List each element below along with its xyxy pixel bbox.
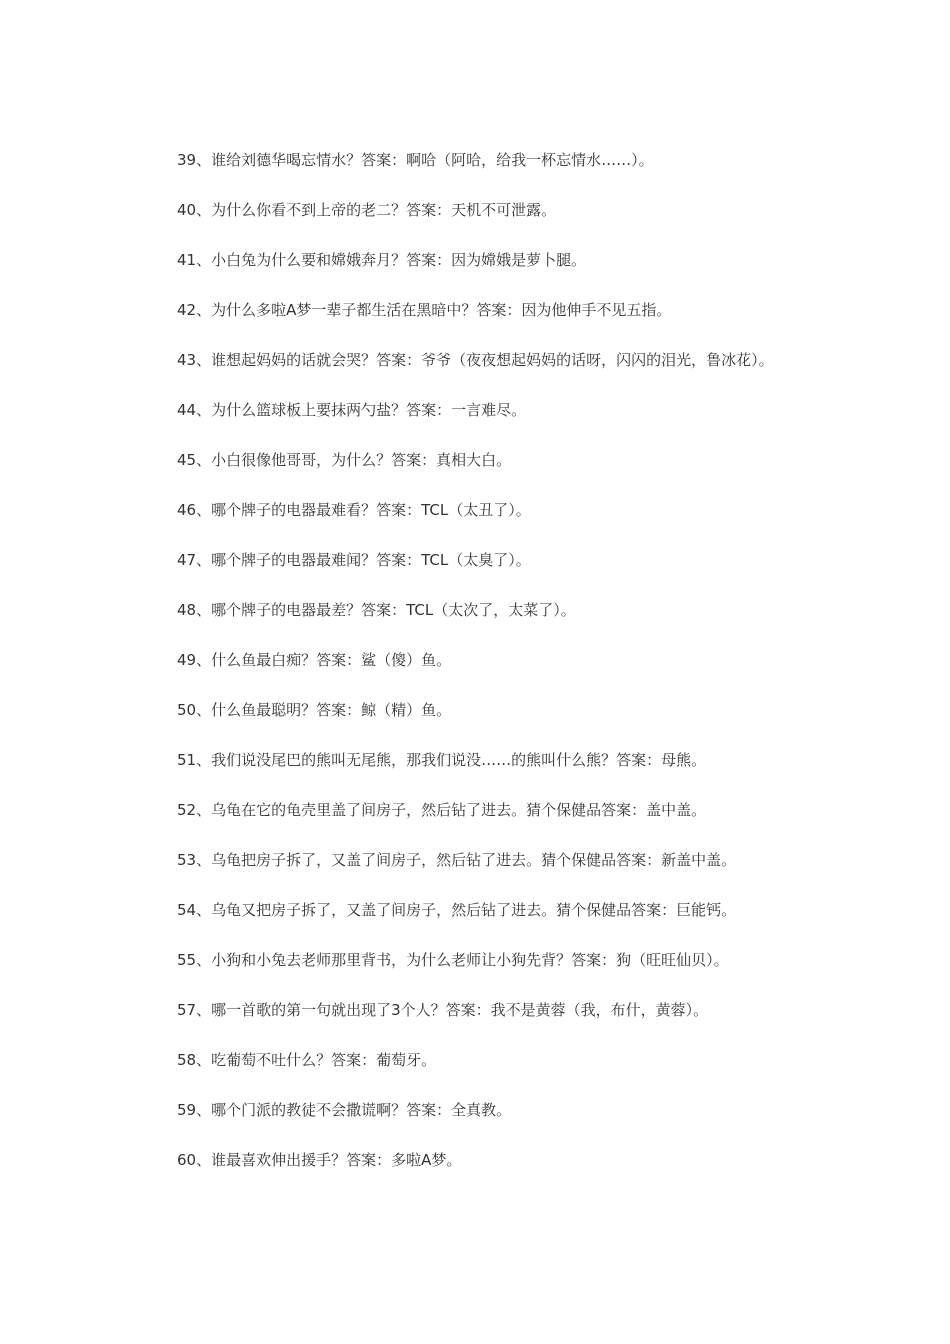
riddle-46: 46、哪个牌子的电器最难看？答案：TCL（太丑了）。	[177, 501, 531, 519]
riddle-45: 45、小白很像他哥哥，为什么？答案：真相大白。	[177, 451, 512, 469]
riddle-49: 49、什么鱼最白痴？答案：鲨（傻）鱼。	[177, 651, 452, 669]
riddle-39: 39、谁给刘德华喝忘情水？答案：啊哈（阿哈，给我一杯忘情水……）。	[177, 151, 654, 169]
riddle-60: 60、谁最喜欢伸出援手？答案：多啦A梦。	[177, 1151, 462, 1169]
riddle-54: 54、乌龟又把房子拆了，又盖了间房子，然后钻了进去。猜个保健品答案：巨能钙。	[177, 901, 737, 919]
riddle-44: 44、为什么篮球板上要抹两勺盐？答案：一言难尽。	[177, 401, 527, 419]
riddle-48: 48、哪个牌子的电器最差？答案：TCL（太次了，太菜了）。	[177, 601, 576, 619]
riddle-59: 59、哪个门派的教徒不会撒谎啊？答案：全真教。	[177, 1101, 512, 1119]
riddle-43: 43、谁想起妈妈的话就会哭？答案：爷爷（夜夜想起妈妈的话呀，闪闪的泪光，鲁冰花）。	[177, 351, 774, 369]
riddle-55: 55、小狗和小兔去老师那里背书，为什么老师让小狗先背？答案：狗（旺旺仙贝）。	[177, 951, 729, 969]
riddle-52: 52、乌龟在它的龟壳里盖了间房子，然后钻了进去。猜个保健品答案：盖中盖。	[177, 801, 707, 819]
riddle-58: 58、吃葡萄不吐什么？答案：葡萄牙。	[177, 1051, 437, 1069]
riddle-41: 41、小白兔为什么要和嫦娥奔月？答案：因为嫦娥是萝卜腿。	[177, 251, 587, 269]
riddle-47: 47、哪个牌子的电器最难闻？答案：TCL（太臭了）。	[177, 551, 531, 569]
riddle-57: 57、哪一首歌的第一句就出现了3个人？答案：我不是黄蓉（我，布什，黄蓉）。	[177, 1001, 709, 1019]
riddle-50: 50、什么鱼最聪明？答案：鲸（精）鱼。	[177, 701, 452, 719]
riddle-53: 53、乌龟把房子拆了，又盖了间房子，然后钻了进去。猜个保健品答案：新盖中盖。	[177, 851, 737, 869]
riddle-40: 40、为什么你看不到上帝的老二？答案：天机不可泄露。	[177, 201, 557, 219]
riddle-51: 51、我们说没尾巴的熊叫无尾熊，那我们说没……的熊叫什么熊？答案：母熊。	[177, 751, 707, 769]
riddle-list	[143, 148, 813, 1198]
riddle-42: 42、为什么多啦A梦一辈子都生活在黑暗中？答案：因为他伸手不见五指。	[177, 301, 672, 319]
